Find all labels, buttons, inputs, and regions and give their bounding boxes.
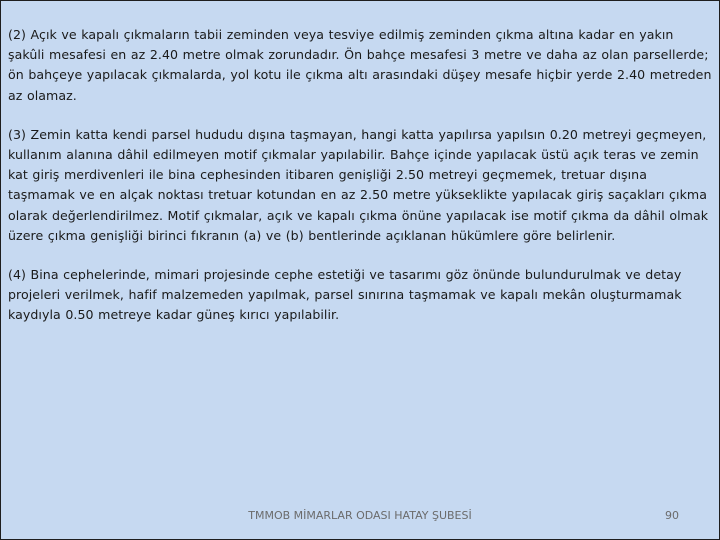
paragraph-3: (3) Zemin katta kendi parsel hududu dışına taşmayan, hangi katta yapılırsa yapılsın 0.20 metreyi geçmeyen, kullanım alanına dâhil edilmeyen motif çıkmalar yapılabilir. Bahçe içinde yapılacak üstü açık teras ve zemin kat giriş merdivenleri ile bina cephesinden itibaren genişliği 2.50 metreyi geçmemek, tretuar dışına taşmamak ve en alçak noktası tretuar kotundan en az 2.50 metre yükseklikte yapılacak giriş saçakları çıkma olarak değerlendirilmez. Motif çıkmalar, açık ve kapalı çıkma önüne yapılacak ise motif çıkma da dâhil olmak üzere çıkma genişliği birinci fıkranın (a) ve (b) bentlerinde açıklanan hükümlere göre belirlenir. [8,126,709,243]
paragraph-4: (4) Bina cephelerinde, mimari projesinde cephe estetiği ve tasarımı göz önünde bulundurulmak ve detay projeleri verilmek, hafif malzemeden yapılmak, parsel sınırına taşmamak ve kapalı mekân oluşturmamak kaydıyla 0.50 metreye kadar güneş kırıcı yapılabilir. [8,267,682,323]
paragraph-2: (2) Açık ve kapalı çıkmaların tabii zeminden veya tesviye edilmiş zeminden çıkma altına kadar en yakın şakûli mesafesi en az 2.40 metre olmak zorundadır. Ön bahçe mesafesi 3 metre ve daha az olan parsellerde; ön bahçeye yapılacak çıkmalarda, yol kotu ile çıkma altı arasındaki düşey mesafe hiçbir yerde 2.40 metreden az olamaz. [8,27,712,103]
slide [1,1,719,539]
page-number: 90 [665,509,679,522]
footer-organization: TMMOB MİMARLAR ODASI HATAY ŞUBESİ [248,509,472,522]
slide-body [8,25,712,345]
